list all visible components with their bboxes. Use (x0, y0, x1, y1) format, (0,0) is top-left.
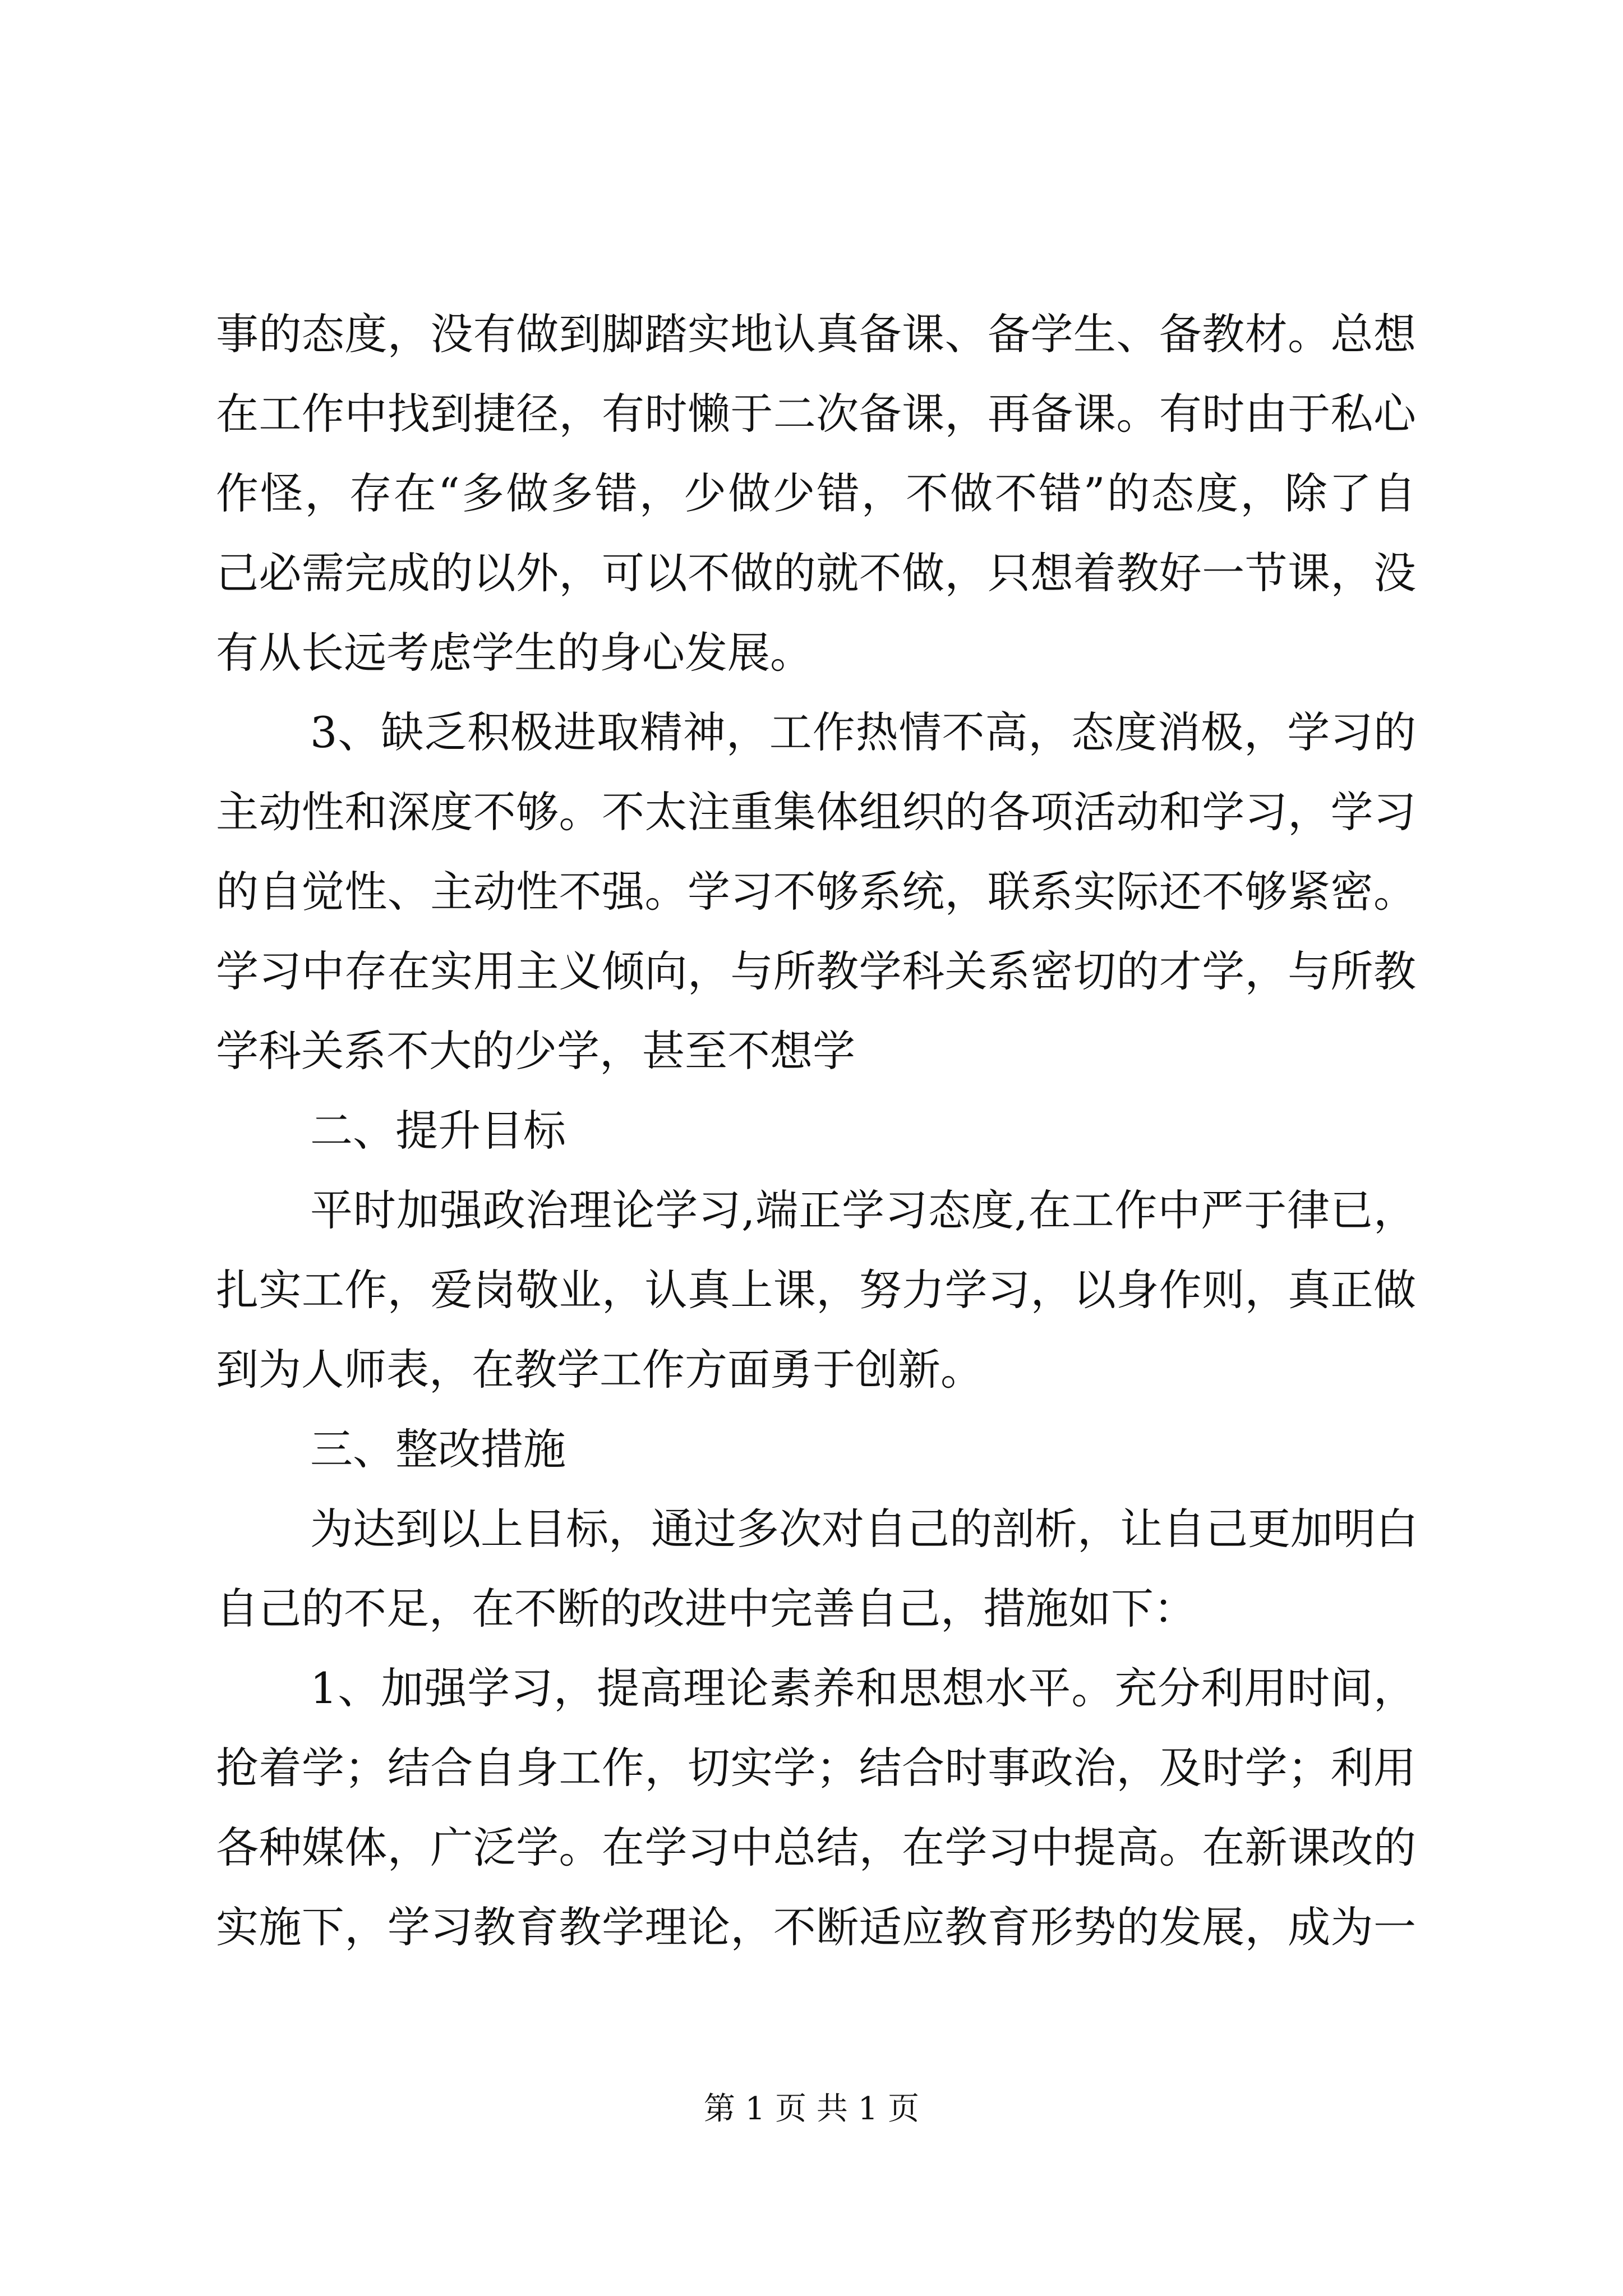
text-line: 各种媒体，广泛学。在学习中总结，在学习中提高。在新课改的 (216, 1823, 1416, 1872)
paragraph-start-line: 为达到以上目标，通过多次对自己的剖析，让自己更加明白 (310, 1504, 1418, 1554)
section-heading: 二、提升目标 (310, 1106, 566, 1156)
text-line: 学科关系不大的少学，甚至不想学 (216, 1026, 855, 1076)
text-line: 实施下，学习教育教学理论，不断适应教育形势的发展，成为一 (216, 1902, 1416, 1952)
text-line: 己必需完成的以外，可以不做的就不做，只想着教好一节课，没 (216, 548, 1416, 598)
section-heading: 三、整改措施 (310, 1424, 566, 1474)
text-line: 扎实工作，爱岗敬业，认真上课，努力学习，以身作则，真正做 (216, 1265, 1416, 1315)
text-line: 主动性和深度不够。不太注重集体组织的各项活动和学习，学习 (216, 787, 1416, 837)
paragraph-start-line: 平时加强政治理论学习,端正学习态度,在工作中严于律已， (310, 1185, 1416, 1235)
text-line: 自己的不足，在不断的改进中完善自己，措施如下： (216, 1584, 1196, 1634)
text-line: 学习中存在实用主义倾向，与所教学科关系密切的才学，与所教 (216, 946, 1416, 996)
text-line: 的自觉性、主动性不强。学习不够系统，联系实际还不够紧密。 (216, 867, 1416, 917)
text-line: 事的态度，没有做到脚踏实地认真备课、备学生、备教材。总想 (216, 309, 1416, 359)
text-line: 有从长远考虑学生的身心发展。 (216, 628, 813, 678)
document-body (216, 295, 1416, 1967)
text-line: 作怪，存在“多做多错，少做少错，不做不错”的态度，除了自 (216, 468, 1416, 518)
text-line: 在工作中找到捷径，有时懒于二次备课，再备课。有时由于私心 (216, 389, 1416, 439)
paragraph-start-line: 1、加强学习，提高理论素养和思想水平。充分利用时间， (310, 1663, 1416, 1713)
paragraph-start-line: 3、缺乏积极进取精神，工作热情不高，态度消极，学习的 (310, 707, 1416, 757)
text-line: 到为人师表，在教学工作方面勇于创新。 (216, 1345, 983, 1395)
text-line: 抢着学；结合自身工作，切实学；结合时事政治，及时学；利用 (216, 1743, 1416, 1793)
page-footer: 第 1 页 共 1 页 (703, 2091, 920, 2127)
